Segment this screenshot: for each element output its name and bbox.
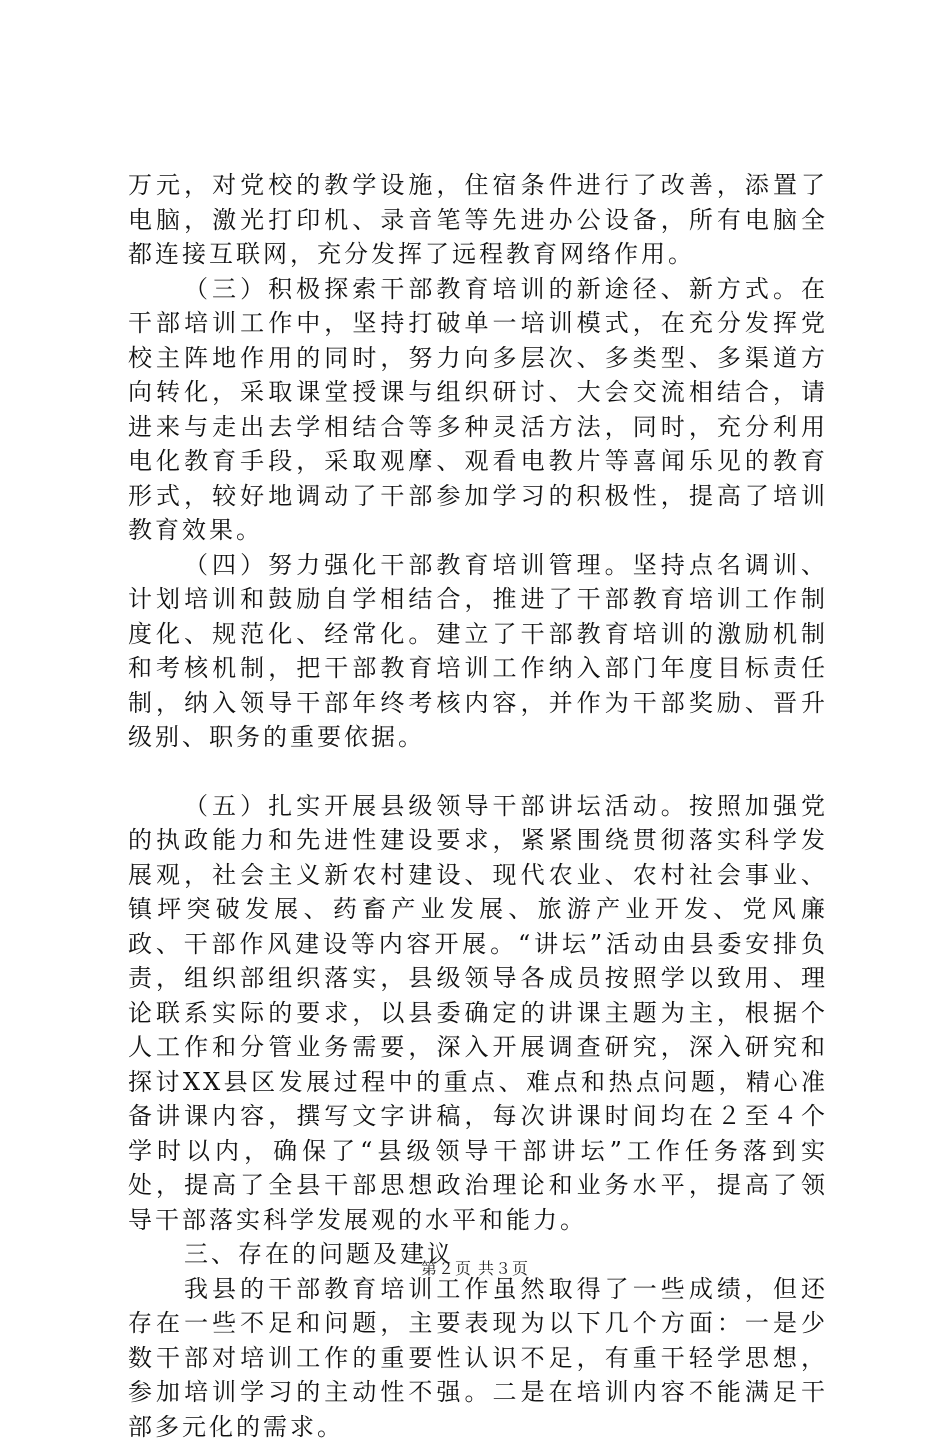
- paragraph-section-4: （四）努力强化干部教育培训管理。坚持点名调训、计划培训和鼓励自学相结合，推进了干部教育培训工作制度化、规范化、经常化。建立了干部教育培训的激励机制和考核机制，把干部教育培训工作纳入部门年度目标责任制，纳入领导干部年终考核内容，并作为干部奖励、晋升级别、职务的重要依据。: [128, 548, 828, 755]
- paragraph-section-3: （三）积极探索干部教育培训的新途径、新方式。在干部培训工作中，坚持打破单一培训模式，在充分发挥党校主阵地作用的同时，努力向多层次、多类型、多渠道方向转化，采取课堂授课与组织研讨、大会交流相结合，请进来与走出去学相结合等多种灵活方法，同时，充分利用电化教育手段，采取观摩、观看电教片等喜闻乐见的教育形式，较好地调动了干部参加学习的积极性，提高了培训教育效果。: [128, 272, 828, 548]
- paragraph-section-5: （五）扎实开展县级领导干部讲坛活动。按照加强党的执政能力和先进性建设要求，紧紧围绕贯彻落实科学发展观，社会主义新农村建设、现代农业、农村社会事业、镇坪突破发展、药畜产业发展、旅游产业开发、党风廉政、干部作风建设等内容开展。“讲坛”活动由县委安排负责，组织部组织落实，县级领导各成员按照学以致用、理论联系实际的要求，以县委确定的讲课主题为主，根据个人工作和分管业务需要，深入开展调查研究，深入研究和探讨XX县区发展过程中的重点、难点和热点问题，精心准备讲课内容，撰写文字讲稿，每次讲课时间均在２至４个学时以内，确保了“县级领导干部讲坛”工作任务落到实处，提高了全县干部思想政治理论和业务水平，提高了领导干部落实科学发展观的水平和能力。: [128, 789, 828, 1238]
- document-body: [128, 168, 828, 1444]
- page-footer: 第２页 共３页: [0, 1256, 950, 1279]
- paragraph-continuation: 万元，对党校的教学设施，住宿条件进行了改善，添置了电脑，激光打印机、录音笔等先进办公设备，所有电脑全都连接互联网，充分发挥了远程教育网络作用。: [128, 168, 828, 272]
- section-heading-problems: 三、存在的问题及建议: [128, 1237, 828, 1272]
- paragraph-problems: 我县的干部教育培训工作虽然取得了一些成绩，但还存在一些不足和问题，主要表现为以下几个方面：一是少数干部对培训工作的重要性认识不足，有重干轻学思想，参加培训学习的主动性不强。二是在培训内容不能满足干部多元化的需求。: [128, 1272, 828, 1444]
